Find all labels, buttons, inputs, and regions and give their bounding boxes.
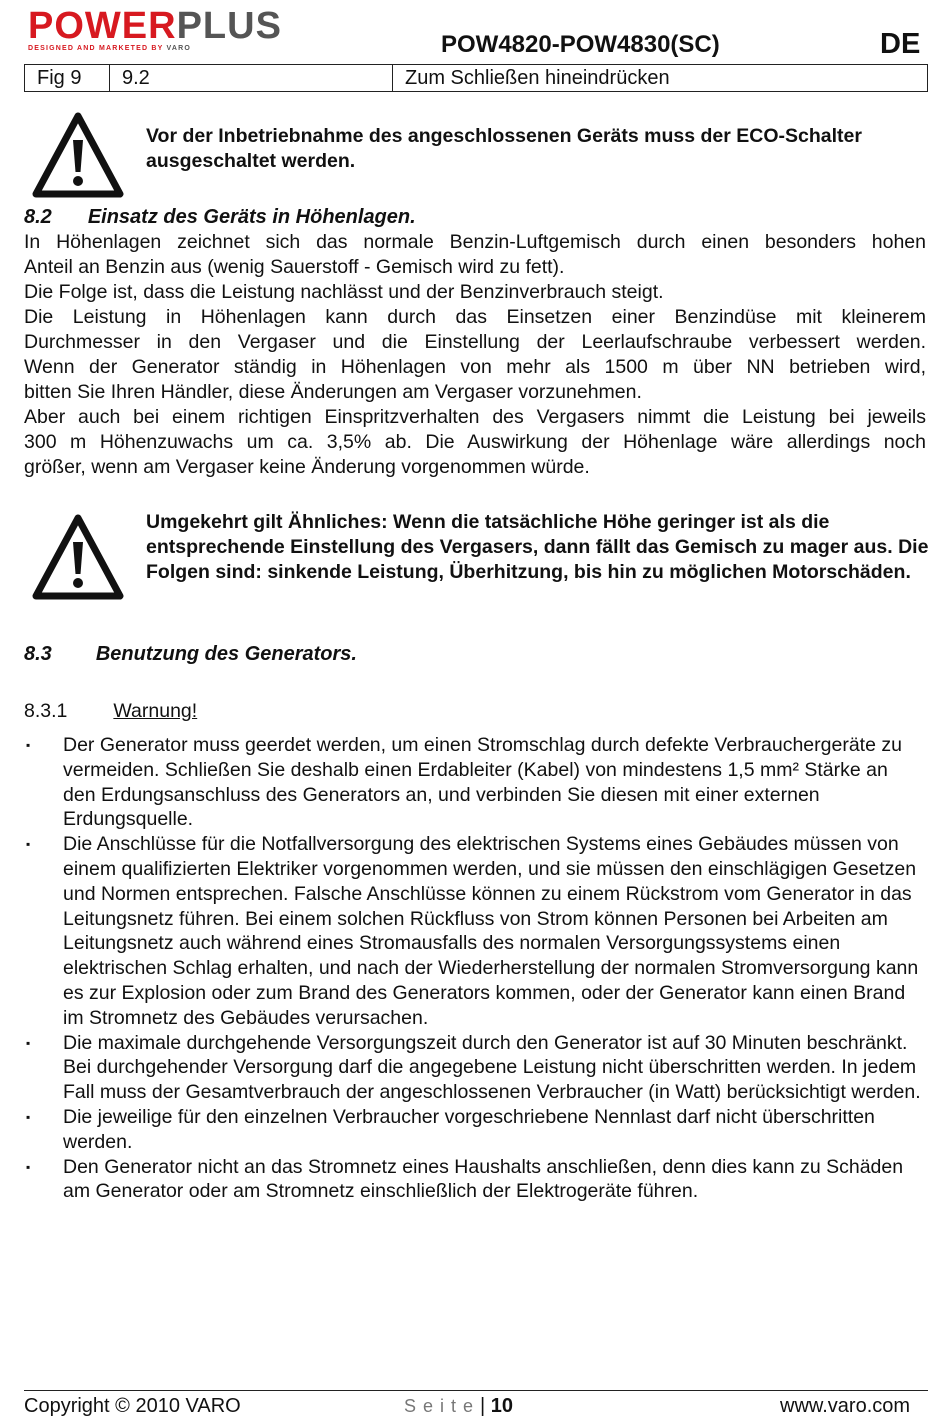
- footer-page-number: 10: [490, 1395, 514, 1417]
- fig-label: Fig 9: [25, 65, 110, 92]
- footer-url: www.varo.com: [780, 1395, 911, 1417]
- body-line: Aber auch bei einem richtigen Einspritzverhalten des Vergasers nimmt die Leistung bei jeweils: [24, 406, 926, 428]
- section-number: 8.2: [24, 206, 52, 228]
- figure-reference-table: [24, 64, 928, 92]
- model-number: POW4820-POW4830(SC): [441, 31, 720, 58]
- warning-text-eco-switch: Vor der Inbetriebnahme des angeschlossenen Geräts muss der ECO-Schalter ausgeschaltet werden.: [146, 125, 862, 172]
- subsection-heading-8-3-1: [24, 699, 197, 724]
- list-item: [24, 832, 924, 1030]
- body-line: Die Folge ist, dass die Leistung nachlässt und der Benzinverbrauch steigt.: [24, 281, 664, 303]
- section-heading-8-3: [24, 642, 357, 667]
- list-item: [24, 1031, 924, 1105]
- list-item-text: Der Generator muss geerdet werden, um einen Stromschlag durch defekte Verbrauchergeräte zu vermeiden. Schließen Sie deshalb einen Erdableiter (Kabel) von mindestens 1,5 mm² Stärke an den Erdungsanschluss des Generators an, und verbinden Sie diesen mit einer externen Erdungsquelle.: [63, 734, 902, 831]
- warning-text-altitude: Umgekehrt gilt Ähnliches: Wenn die tatsächliche Höhe geringer ist als die entsprechende Einstellung des Vergasers, dann fällt das Gemisch zu mager aus. Die Folgen sind: sinkende Leistung, Überhitzung, bis hin zu möglichen Motorschäden.: [146, 511, 929, 583]
- table-row: [25, 65, 928, 92]
- brand-logo: [28, 5, 348, 52]
- fig-item-description: Zum Schließen hineindrücken: [393, 65, 928, 92]
- body-line: bitten Sie Ihren Händler, diese Änderungen am Vergaser vorzunehmen.: [24, 381, 642, 403]
- section-title: Einsatz des Geräts in Höhenlagen.: [87, 206, 416, 228]
- logo-text-grey: PLUS: [176, 5, 282, 47]
- bullet-marker: ▪: [26, 1035, 31, 1050]
- logo-tagline-brand: VARO: [166, 45, 192, 52]
- list-item: [24, 1105, 924, 1155]
- body-line: 300 m Höhenzuwachs um ca. 3,5% ab. Die Auswirkung der Höhenlage wäre allerdings noch: [24, 431, 926, 453]
- warning-icon: [32, 112, 124, 198]
- body-line: Wenn der Generator ständig in Höhenlagen von mehr als 1500 m über NN betrieben wird,: [24, 356, 926, 378]
- language-code: DE: [880, 28, 921, 60]
- warning-bullet-list: [24, 733, 924, 1204]
- list-item-text: Den Generator nicht an das Stromnetz eines Haushalts anschließen, denn dies kann zu Schäden am Generator oder am Stromnetz einschließlich der Elektrogeräte führen.: [63, 1155, 904, 1203]
- subsection-title: Warnung!: [113, 700, 198, 722]
- section-number: 8.3: [24, 643, 52, 665]
- section-title: Benutzung des Generators.: [95, 643, 357, 665]
- list-item-text: Die jeweilige für den einzelnen Verbraucher vorgeschriebene Nennlast darf nicht überschritten werden.: [63, 1105, 875, 1153]
- body-line: größer, wenn am Vergaser keine Änderung vorgenommen würde.: [24, 456, 590, 478]
- body-line: Anteil an Benzin aus (wenig Sauerstoff - Gemisch wird zu fett).: [24, 256, 565, 278]
- list-item: [24, 1155, 924, 1205]
- bullet-marker: ▪: [26, 1109, 31, 1124]
- body-line: In Höhenlagen zeichnet sich das normale Benzin-Luftgemisch durch einen besonders hohen: [24, 231, 926, 253]
- footer-separator: |: [480, 1395, 486, 1417]
- bullet-marker: ▪: [26, 1159, 31, 1174]
- logo-tagline: DESIGNED AND MARKETED BY: [28, 45, 164, 52]
- section-body-8-2: [24, 230, 926, 480]
- footer-seite-label: Seite: [404, 1396, 481, 1416]
- footer-copyright: Copyright © 2010 VARO: [24, 1395, 241, 1417]
- body-line: Durchmesser in den Vergaser und die Einstellung der Leerlaufschraube verbessert werden.: [24, 331, 926, 353]
- footer-page-indicator: [404, 1393, 513, 1419]
- footer-divider: [24, 1390, 928, 1391]
- bullet-marker: ▪: [26, 738, 31, 752]
- warning-icon: [32, 514, 124, 600]
- fig-item-number: 9.2: [110, 65, 393, 92]
- body-line: Die Leistung in Höhenlagen kann durch das Einsetzen einer Benzindüse mit kleinerem: [24, 306, 926, 328]
- subsection-number: 8.3.1: [24, 700, 68, 722]
- list-item: [24, 733, 924, 832]
- section-heading-8-2: [24, 205, 416, 230]
- logo-text-red: POWER: [28, 5, 177, 47]
- list-item-text: Die Anschlüsse für die Notfallversorgung des elektrischen Systems eines Gebäudes müssen von einem qualifizierten Elektriker vorgenommen werden, und sie müssen den einschlägigen Gesetzen und Normen entsprechen. Falsche Anschlüsse können zu einem Rückstrom vom Generator in das Leitungsnetz führen. Bei einem solchen Rückfluss von Strom können Personen bei Arbeiten am Leitungsnetz auch während eines Stromausfalls des normalen Versorgungssystems einen elektrischen Schlag erhalten, und nach der Wiederherstellung der normalen Stromversorgung kann es zur Explosion oder zum Brand des Generators kommen, oder der Generator kann einen Brand im Stromnetz des Gebäudes verursachen.: [63, 833, 919, 1029]
- list-item-text: Die maximale durchgehende Versorgungszeit durch den Generator ist auf 30 Minuten beschränkt. Bei durchgehender Versorgung darf die angegebene Leistung nicht überschritten werden. In jedem Fall muss der Gesamtverbrauch der angeschlossenen Verbraucher (in Watt) berücksichtigt werden.: [63, 1031, 921, 1104]
- bullet-marker: ▪: [26, 837, 31, 852]
